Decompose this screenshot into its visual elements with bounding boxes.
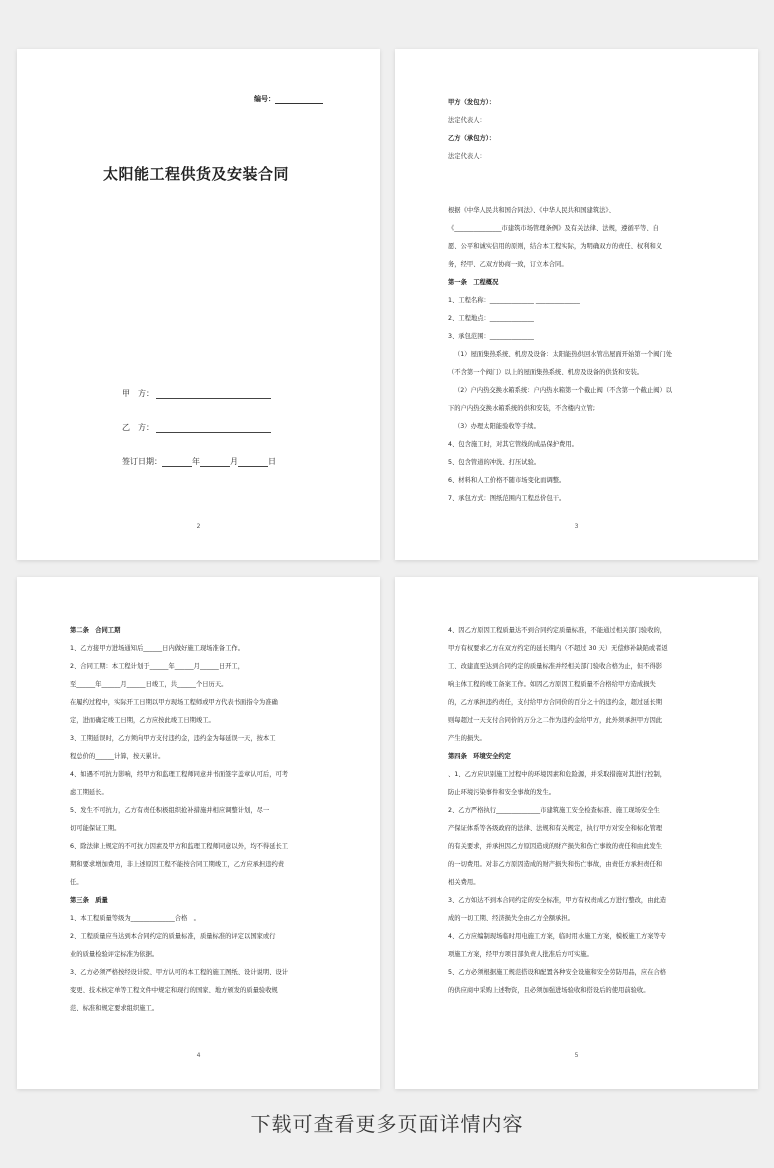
month-blank	[200, 458, 230, 467]
page-number: 2	[196, 523, 201, 530]
text-line: 2、合同工期：本工程计划于______年______月______日开工，	[70, 663, 245, 670]
serial-number-field	[254, 94, 323, 104]
text-line: 3、乙方如达不到本合同约定的安全标准，甲方有权责成乙方进行整改，由此造	[448, 897, 667, 904]
text-line: 任。	[70, 879, 83, 886]
section-heading: 第二条 合同工期	[70, 627, 121, 634]
text-line: 1、工程名称：______________ ______________	[448, 297, 580, 304]
text-line: 2、工程质量应当达到本合同约定的质量标准，质量标准的评定以国家或行	[70, 933, 276, 940]
text-line: 4、如遇不可抗力影响，经甲方和监理工程师同意并书面签字盖章认可后，可考	[70, 771, 289, 778]
text-line: 程总价的______计算，按天累计。	[70, 753, 165, 760]
text-line: 4、因乙方原因工程质量达不到合同约定质量标准，不能通过相关部门验收的，	[448, 627, 667, 634]
text-line: 的供应商中采购上述物资，且必须加强进场验收和搭设后的使用前验收。	[448, 987, 650, 994]
text-line: 下的户内热交换水箱系统的供和安装，不含楼内立管;	[448, 405, 595, 412]
text-line: 5、发生不可抗力，乙方有责任积极组织抢补措施并相应调整计划，尽一	[70, 807, 270, 814]
text-line: 《_______________市建筑市场管理条例》及有关法律、法规，遵循平等、自	[448, 225, 659, 232]
document-page-cover	[17, 49, 380, 560]
text-line: 愿、公平和诚实信用的原则，结合本工程实际，为明确双方的责任、权利和义	[448, 243, 663, 250]
text-line: 6、材料和人工价格不随市场变化而调整。	[448, 477, 566, 484]
text-line: 3、乙方必须严格按经设计院、甲方认可的本工程的施工图纸、设计说明、设计	[70, 969, 289, 976]
party-b-blank	[156, 424, 271, 433]
text-line: 甲方有权要求乙方在双方约定的延长期内（不超过 30 天）无偿修补缺陷或者返	[448, 645, 668, 652]
party-a-blank	[156, 390, 271, 399]
text-line: 2、工程地点：______________	[448, 315, 534, 322]
party-b-label: 乙 方：	[122, 423, 154, 432]
text-line: 的有关要求，并承担因乙方原因造成的财产损失和伤亡事故的责任和由此发生	[448, 843, 663, 850]
page-body	[70, 622, 330, 1018]
text-line: 6、除法律上规定的不可抗力因素及甲方和监理工程师同意以外，均不得延长工	[70, 843, 289, 850]
text-line: 至______年______月______日竣工，共______个日历天。	[70, 681, 228, 688]
page-body	[448, 622, 708, 1000]
day-blank	[238, 458, 268, 467]
page-number: 4	[196, 1052, 201, 1059]
text-line: 4、乙方应编制现场临时用电施工方案，临时用水施工方案，模板施工方案等专	[448, 933, 667, 940]
text-line: 业的质量检验评定标准为依据。	[70, 951, 159, 958]
text-line: 根据《中华人民共和国合同法》、《中华人民共和国建筑法》、	[448, 207, 615, 214]
section-heading: 第三条 质量	[70, 897, 108, 904]
text-line: 虑工期延长。	[70, 789, 108, 796]
text-line: 相关费用。	[448, 879, 480, 886]
text-line: 的，乙方承担违约责任，支付给甲方合同价的百分之十的违约金，超过延长期	[448, 699, 663, 706]
serial-label: 编号：	[254, 95, 275, 103]
text-line: 法定代表人：	[448, 117, 486, 124]
text-line: 2、乙方严格执行______________市建筑施工安全检查标准、施工现场安全生	[448, 807, 660, 814]
document-page-2	[395, 49, 758, 560]
text-line: （3）办理太阳能验收等手续。	[454, 423, 540, 430]
day-label: 日	[268, 457, 276, 466]
text-line: 、1、乙方应识别施工过程中的环境因素和危险源，并采取措施对其进行控制，	[448, 771, 667, 778]
text-line: 工、改建直至达到合同约定的质量标准并经相关部门验收合格为止，但不得影	[448, 663, 663, 670]
text-line: 成的一切工期、经济损失全由乙方全额承担。	[448, 915, 574, 922]
text-line: 项施工方案，经甲方项目部负责人批准后方可实施。	[448, 951, 593, 958]
text-line: 定，进而确定竣工日期，乙方应按此竣工日期竣工。	[70, 717, 215, 724]
month-label: 月	[230, 457, 238, 466]
section-heading: 乙方（承包方）：	[448, 135, 496, 142]
sign-date-line	[122, 456, 276, 467]
contract-title: 太阳能工程供货及安装合同	[103, 165, 290, 183]
text-line: 法定代表人：	[448, 153, 486, 160]
year-blank	[162, 458, 192, 467]
text-line: 3、工期延误时，乙方须向甲方支付违约金，违约金为每延误一天，按本工	[70, 735, 276, 742]
text-line: 3、承包范围：______________	[448, 333, 534, 340]
party-a-label: 甲 方：	[122, 389, 154, 398]
section-heading: 第一条 工程概况	[448, 279, 499, 286]
party-b-sign-line	[122, 422, 271, 433]
document-page-3	[17, 577, 380, 1089]
section-heading: 甲方（发包方）：	[448, 99, 496, 106]
document-page-4	[395, 577, 758, 1089]
text-line: （1）屋面集热系统、机房及设备：太阳能热供回水管出屋面开始第一个阀门处	[454, 351, 673, 358]
text-line: 4、包含施工时，对其它管线的成品保护费用。	[448, 441, 578, 448]
download-caption: 下载可查看更多页面详情内容	[250, 1112, 524, 1136]
text-line: 5、包含管道的冲洗、打压试验。	[448, 459, 541, 466]
text-line: 范、标准和规定要求组织施工。	[70, 1005, 159, 1012]
page-number: 3	[574, 523, 579, 530]
text-line: 期和要求增加费用，非上述原因工程不能按合同工期竣工，乙方应承担违约责	[70, 861, 285, 868]
text-line: （2）户内热交换水箱系统：户内热水箱第一个截止阀（不含第一个截止阀）以	[454, 387, 673, 394]
text-line: 产生的损失。	[448, 735, 486, 742]
text-line: 则每超过一天支付合同价的万分之二作为违约金给甲方，此外须承担甲方因此	[448, 717, 663, 724]
text-line: 1、本工程质量等级为______________合格 。	[70, 915, 200, 922]
text-line: （不含第一个阀门）以上的屋面集热系统、机房及设备的供货和安装。	[448, 369, 644, 376]
year-label: 年	[192, 457, 200, 466]
text-line	[448, 184, 708, 202]
party-a-sign-line	[122, 388, 271, 399]
sign-date-label: 签订日期：	[122, 457, 162, 466]
text-line: 务，经甲、乙双方协商一致，订立本合同。	[448, 261, 568, 268]
text-line: 在履约过程中，实际开工日期以甲方现场工程师或甲方代表书面指令为准确	[70, 699, 278, 706]
section-heading: 第四条 环境安全约定	[448, 753, 511, 760]
text-line: 的一切费用。对非乙方原因造成的财产损失和伤亡事故，由责任方承担责任和	[448, 861, 663, 868]
text-line: 7、承包方式：图纸范围内工程总价包干。	[448, 495, 566, 502]
text-line: 1、乙方接甲方进场通知后______日内做好施工现场准备工作。	[70, 645, 245, 652]
text-line	[448, 166, 708, 184]
text-line: 产保证体系等各级政府的法律、法规和有关规定，执行甲方对安全和标化管理	[448, 825, 663, 832]
text-line: 切可能保证工期。	[70, 825, 121, 832]
serial-blank	[275, 96, 323, 104]
text-line: 防止环境污染事件和安全事故的发生。	[448, 789, 556, 796]
text-line: 变更、技术核定单等工程文件中规定和现行的国家、地方颁发的质量验收规	[70, 987, 278, 994]
text-line: 5、乙方必须根据施工规范搭设和配置各种安全设施和安全劳防用品，应在合格	[448, 969, 667, 976]
page-number: 5	[574, 1052, 579, 1059]
page-body	[448, 94, 708, 508]
text-line: 响主体工程的竣工备案工作。如因乙方原因工程质量不合格给甲方造成损失	[448, 681, 656, 688]
